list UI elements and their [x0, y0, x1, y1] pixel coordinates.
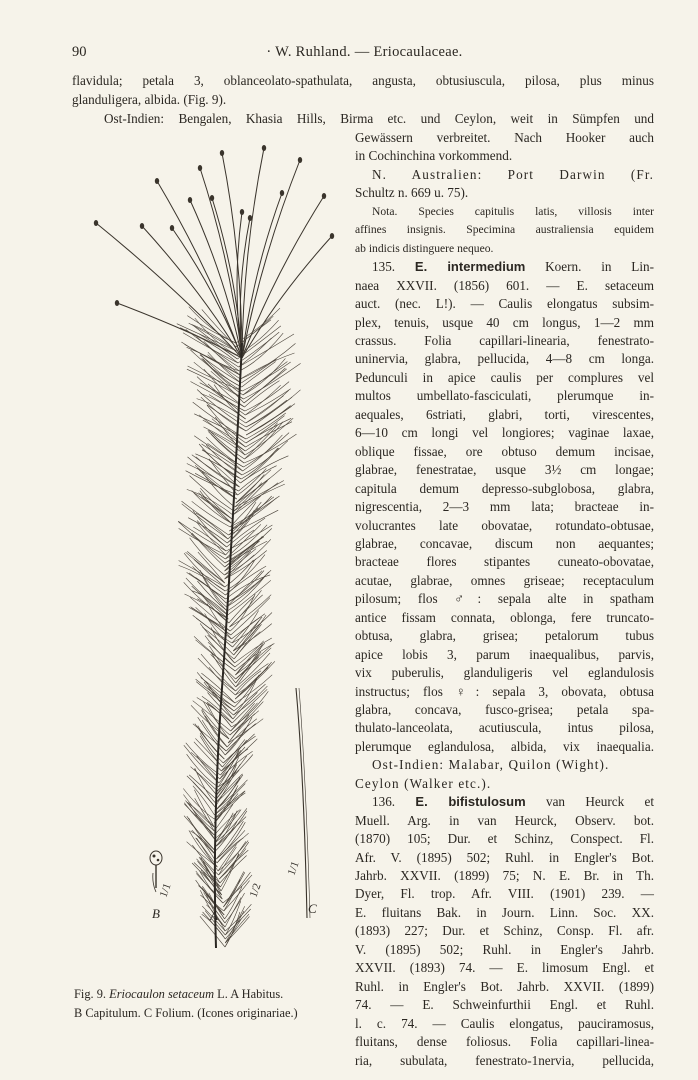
scale-label-B: 1/1 — [157, 881, 174, 900]
column-line: uninervia, glabra, pellucida, 4—8 cm longa. — [355, 351, 654, 367]
column-line: acutae, glabrae, omnes griseae; receptaculum — [355, 572, 654, 588]
column-line: oblique fissae, ore obtuso demum incisae, — [355, 443, 654, 459]
column-line: plerumque eglandulosa, albida, vix inaequalia. — [355, 738, 654, 754]
column-line: pilosum; flos ♂: sepala alte in spatham — [355, 591, 654, 607]
column-line: antice fissam connata, oblonga, fere truncato- — [355, 609, 654, 625]
column-line: apice lobis 3, parum inaequalibus, parvis, — [355, 646, 654, 662]
column-line: plex, tenuis, usque 40 cm longus, 1—2 mm — [355, 314, 654, 330]
figure-caption-line-2: B Capitulum. C Folium. (Icones originariae.) — [74, 1006, 298, 1020]
column-line: ab indicis distinguere nequeo. — [355, 241, 494, 255]
species-heading: E. intermedium — [414, 259, 526, 275]
column-line: capitula demum depresso-subglobosa, glabra, — [355, 480, 654, 496]
column-line: affines insignis. Specimina australiensia equidem — [355, 223, 654, 237]
column-line: auct. (nec. L!). — Caulis elongatus subsim- — [355, 296, 654, 311]
species-name: Eriocaulon setaceum — [109, 987, 215, 1001]
column-line: glabrae, fenestratae, usque 3½ cm longae; — [355, 462, 654, 478]
column-line: bracteae flores stipantes cuneato-obovatae, — [355, 554, 654, 570]
figure-label-A: A — [210, 908, 218, 923]
column-line: Nota. Species capitulis latis, villosis inter — [372, 204, 654, 218]
column-line: multos umbellato-fasciculati, plerumque in- — [355, 388, 654, 404]
figure-caption-line-1: Fig. 9. Eriocaulon setaceum L. A Habitus. — [74, 987, 284, 1001]
column-line: thulato-lanceolata, acutiuscula, intus pilosa, — [355, 720, 654, 736]
running-title: · W. Ruhland. — Eriocaulaceae. — [266, 44, 463, 60]
running-head — [72, 44, 657, 62]
column-line: Ceylon (Walker etc.). — [355, 775, 492, 791]
column-line: naea XXVII. (1856) 601. — E. setaceum — [355, 277, 654, 293]
column-line: (1893) 227; Dur. et Schinz, Consp. Fl. afr. — [355, 923, 654, 939]
column-line: 74. — E. Schweinfurthii Engl. et Ruhl. — [355, 997, 654, 1013]
figure-9 — [72, 128, 352, 958]
column-line: V. (1895) 502; Ruhl. in Engler's Jahrb. — [355, 941, 654, 957]
column-line: Schultz n. 669 u. 75). — [355, 185, 469, 201]
figure-label-B: B — [152, 906, 160, 921]
column-line: N. Australien: Port Darwin (Fr. — [372, 166, 654, 182]
column-line: Ruhl. in Engler's Bot. Jahrb. XXVII. (1899) — [355, 978, 654, 994]
scale-label-A: 1/2 — [247, 881, 264, 900]
column-line: obtusa, glabra, grisea; petalorum tubus — [355, 628, 654, 644]
column-line: glabrae, concavae, discum non aequantes; — [355, 535, 654, 551]
species-heading: E. bifistulosum — [415, 794, 526, 810]
page-number: 90 — [72, 44, 87, 60]
column-line: Pedunculi in apice caulis per complures vel — [355, 369, 654, 385]
column-line: aequales, 6striati, glabri, torti, virescentes, — [355, 406, 654, 422]
figure-label-C: C — [308, 901, 317, 916]
eriocaulon-illustration — [72, 128, 352, 958]
column-line: nigrescentia, 2—3 mm lata; bracteae in- — [355, 499, 654, 514]
scale-label-C: 1/1 — [285, 859, 302, 878]
column-line: ria, subulata, fenestrato-1nervia, pellucida, — [355, 1052, 654, 1068]
column-line: Ost-Indien: Malabar, Quilon (Wight). — [372, 757, 610, 773]
column-line: 136. E. bifistulosum van Heurck et — [372, 794, 655, 810]
column-line: in Cochinchina vorkommend. — [355, 148, 513, 164]
column-line: volucrantes late obovatae, rotundato-obtusae, — [355, 517, 654, 533]
column-line: Dyer, Fl. trop. Afr. VIII. (1901) 239. — — [355, 886, 654, 902]
column-line: Afr. V. (1895) 502; Ruhl. in Engler's Bot. — [355, 849, 654, 865]
column-line: glabra, concava, fusco-grisea; petala spa- — [355, 701, 654, 717]
leaf-C — [296, 688, 310, 918]
column-line: fluitans, dense foliosus. Folia capillari-linea- — [355, 1034, 654, 1049]
column-line: 135. E. intermedium Koern. in Lin- — [372, 259, 655, 275]
column-line: vix puberulis, glanduligeris vel eglandulosis — [355, 665, 654, 680]
column-line: instructus; flos ♀: sepala 3, obovata, obtusa — [355, 683, 654, 699]
column-line: XXVII. (1893) 74. — E. limosum Engl. et — [355, 960, 654, 976]
region-line: Ost-Indien: Bengalen, Khasia Hills, Birma etc. und Ceylon, weit in Sümpfen und — [104, 111, 654, 126]
column-line: 6—10 cm longi vel longiores; vaginae laxae, — [355, 425, 654, 441]
column-line: Gewässern verbreitet. Nach Hooker auch — [355, 130, 654, 145]
column-line: crassus. Folia capillari-linearia, fenestrato- — [355, 332, 654, 348]
body-line: glanduligera, albida. (Fig. 9). — [72, 92, 227, 107]
column-line: Jahrb. XXVII. (1899) 75; N. E. Br. in Th. — [355, 868, 654, 883]
column-line: E. fluitans Bak. in Journ. Linn. Soc. XX. — [355, 904, 654, 920]
column-line: l. c. 74. — Caulis elongatus, pauciramosus, — [355, 1015, 654, 1031]
column-line: (1870) 105; Dur. et Schinz, Conspect. Fl. — [355, 831, 654, 847]
column-line: Muell. Arg. in van Heurck, Observ. bot. — [355, 812, 654, 828]
body-line: flavidula; petala 3, oblanceolato-spathulata, angusta, obtusiuscula, pilosa, plus minus — [72, 73, 654, 88]
